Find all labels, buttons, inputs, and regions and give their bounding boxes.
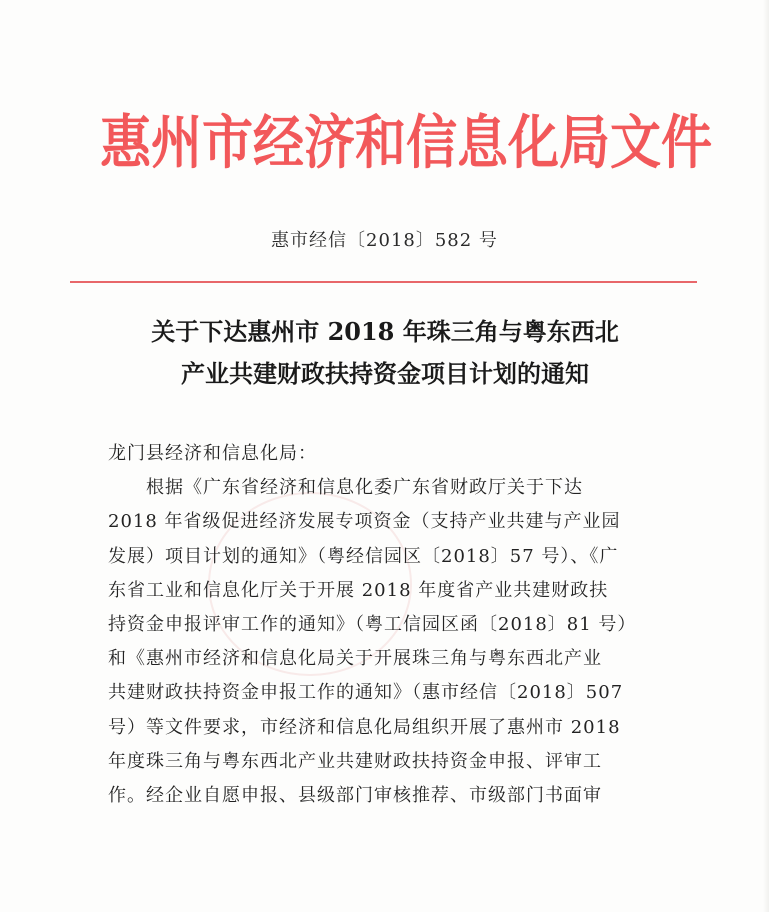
body-line: 共建财政扶持资金申报工作的通知》（惠市经信〔2018〕507: [108, 682, 624, 704]
document-title-line-1: 关于下达惠州市 2018 年珠三角与粤东西北: [151, 317, 619, 346]
document-number: 惠市经信〔2018〕582 号: [271, 230, 498, 251]
document-title: [90, 311, 680, 395]
body-line: 持资金申报评审工作的通知》（粤工信园区函〔2018〕81 号）: [108, 613, 637, 635]
body-line: 根据《广东省经济和信息化委广东省财政厅关于下达: [108, 477, 583, 499]
salutation: 龙门县经济和信息化局：: [108, 443, 317, 464]
body-line: 2018 年省级促进经济发展专项资金（支持产业共建与产业园: [108, 511, 621, 533]
body-line: 号）等文件要求，市经济和信息化局组织开展了惠州市 2018: [108, 716, 621, 738]
body-line: 发展）项目计划的通知》（粤经信园区〔2018〕57 号）、《广: [108, 545, 619, 567]
agency-header-title: 惠州市经济和信息化局文件: [100, 110, 713, 178]
body-line: 和《惠州市经济和信息化局关于开展珠三角与粤东西北产业: [108, 648, 602, 670]
body-line: 年度珠三角与粤东西北产业共建财政扶持资金申报、评审工: [108, 750, 602, 772]
body-line: 作。经企业自愿申报、县级部门审核推荐、市级部门书面审: [108, 784, 602, 806]
header-divider: [70, 281, 697, 283]
document-title-line-2: 产业共建财政扶持资金项目计划的通知: [181, 359, 589, 388]
scan-edge-shadow: [763, 0, 769, 912]
body-line: 东省工业和信息化厅关于开展 2018 年度省产业共建财政扶: [108, 579, 609, 601]
document-body: [108, 437, 668, 813]
